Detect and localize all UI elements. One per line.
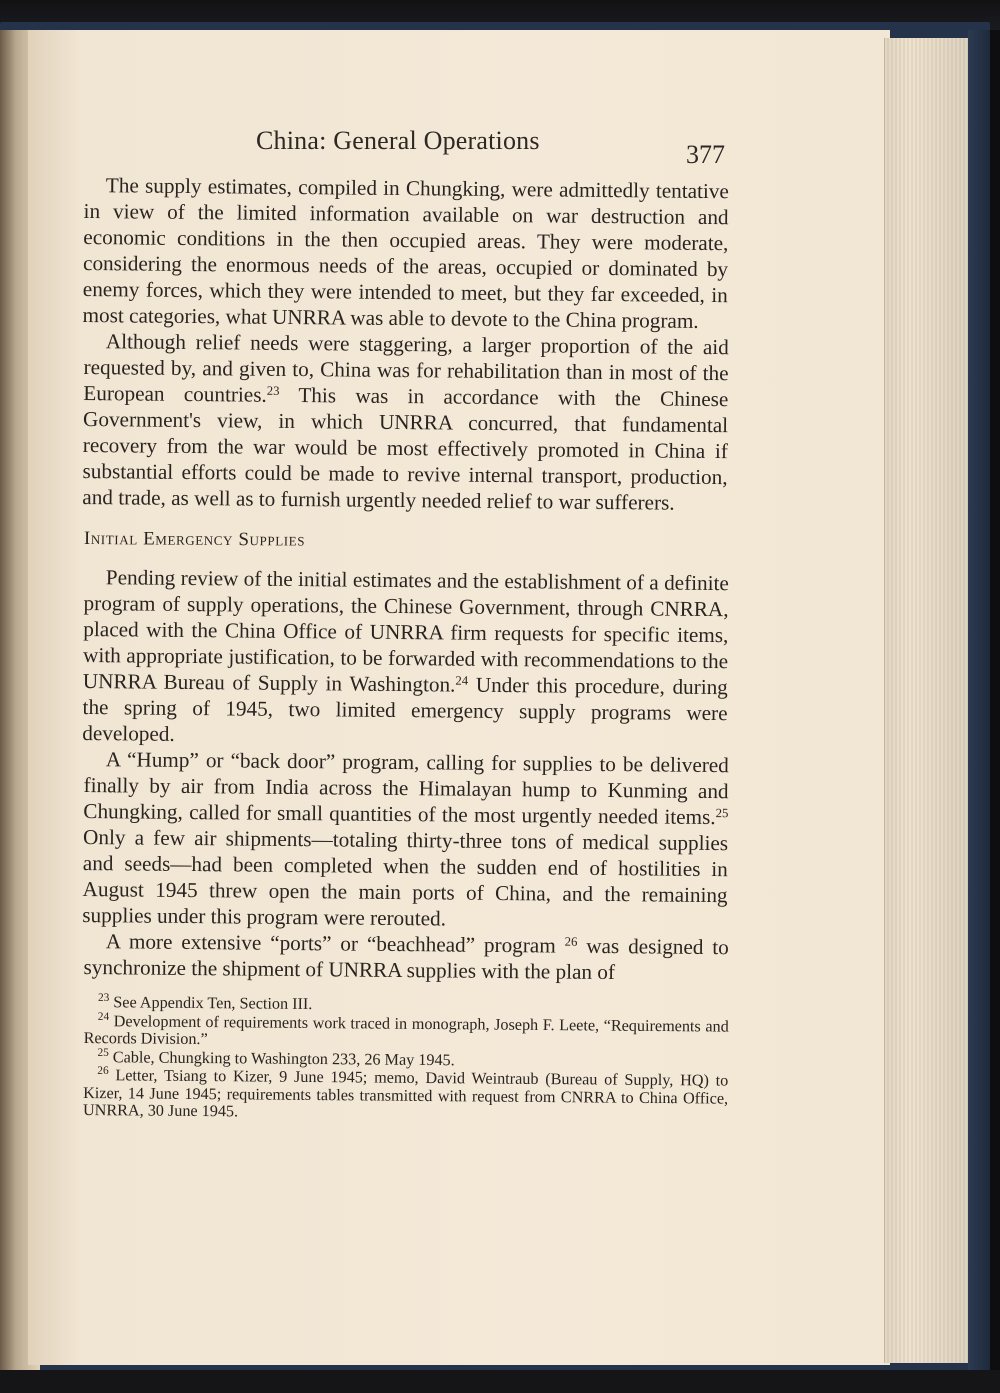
footnote-number: 23 [97,991,110,1004]
book-cover-edge [968,30,990,1370]
paragraph-5 [84,928,729,986]
paragraph-3 [82,564,729,752]
page-text-block [84,120,729,1121]
footnote-text: Cable, Chungking to Washington 233, 26 May 1945. [108,1047,455,1069]
paragraph-4 [82,746,729,934]
paragraph-5-text-b: was designed to synchronize the shipment of UNRRA supplies with the plan of [83,933,729,985]
page-number: 377 [686,140,725,169]
paragraph-3-text-a: Pending review of the initial estimates and the establishment of a definite program of supply operations, the Chinese Government, through CNRRA, placed with the China Office of UNRRA firm requests for specific items, with appropriate justification, to be forwarded with recommendations to the UNRRA Bureau of Supply in Washington. [82,565,729,697]
page-edges-shade [884,38,970,1363]
footnote-text: See Appendix Ten, Section III. [109,993,313,1013]
scan-background-bottom [0,1370,1000,1393]
paragraph-4-text-b: Only a few air shipments—totaling thirty-three tons of medical supplies and seeds—had been completed when the sudden end of hostilities in August 1945 threw open the main ports of China, and the remaining supplies under this program were rerouted. [82,824,729,931]
paragraph-2 [82,328,729,516]
footnote-26 [82,1064,729,1125]
paragraph-5-text-a: A more extensive “ports” or “beachhead” program [105,929,565,958]
paragraph-3-text-b: Under this procedure, during the spring of 1945, two limited emergency supply programs were developed. [82,672,728,746]
footnote-24 [84,1012,729,1053]
page-header [84,120,729,172]
paragraph-2-text-a: Although relief needs were staggering, a larger proportion of the aid requested by, and given to, China was for rehabilitation than in most of the European countries. [83,329,729,407]
footnote-number: 25 [97,1046,109,1059]
paragraph-1 [83,172,729,334]
section-heading: Initial Emergency Supplies [83,528,306,551]
footnote-ref-25: 25 [715,806,729,821]
footnote-number: 24 [97,1010,110,1023]
footnotes [82,991,729,1125]
footnote-ref-24: 24 [455,673,469,688]
paragraph-1-text: The supply estimates, compiled in Chungking, were admittedly tentative in view of the limited information available on war destruction and economic conditions in the then occupied areas. They were moderate, considering the enormous needs of the areas, occupied or dominated by enemy forces, which they were intended to meet, but they far exceeded, in most categories, what UNRRA was able to devote to the China program. [82,173,729,333]
paragraph-4-text-a: A “Hump” or “back door” program, calling for supplies to be delivered finally by air from India across the Himalayan hump to Kunming and Chungking, called for small quantities of the most urgently needed items. [83,747,729,830]
footnote-text: Letter, Tsiang to Kizer, 9 June 1945; memo, David Weintraub (Bureau of Supply, HQ) to Kizer, 14 June 1945; requirements tables transmitted with request from CNRRA to China Office, UNRRA, 30 June 1945. [82,1066,729,1121]
footnote-number: 26 [97,1064,109,1077]
footnote-text: Development of requirements work traced in monograph, Joseph F. Leete, “Requirements and Records Division.” [83,1011,729,1049]
footnote-ref-23: 23 [266,383,280,398]
running-head: China: General Operations [256,126,540,155]
footnote-ref-26: 26 [564,934,578,949]
paragraph-2-text-b: This was in accordance with the Chinese Government's view, in which UNRRA concurred, that fundamental recovery from the war would be most effectively promoted in China if substantial efforts could be made to revive internal transport, production, and trade, as well as to furnish urgently needed relief to war sufferers. [82,382,729,515]
